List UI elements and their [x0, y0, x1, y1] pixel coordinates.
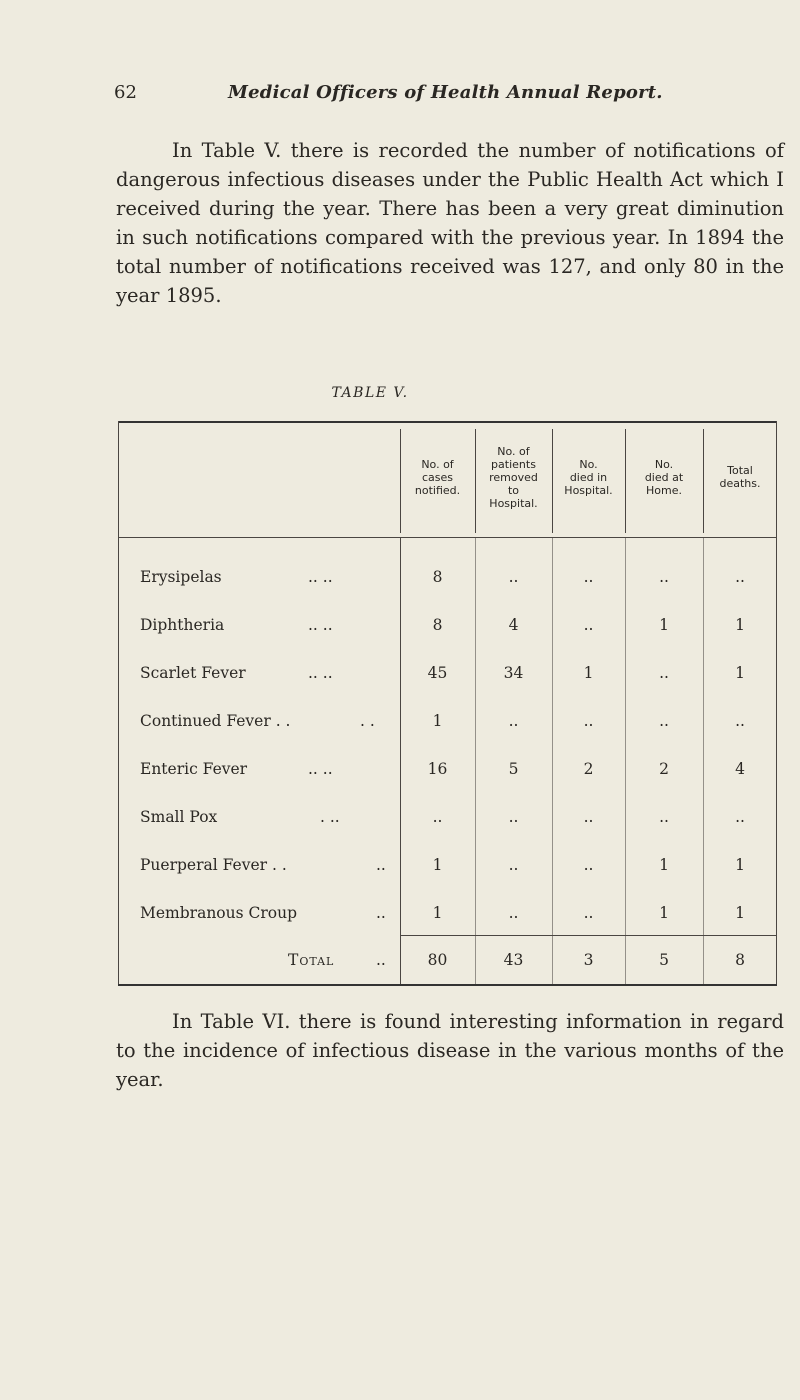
cell-removed-to-hospital: 43 — [503, 951, 524, 969]
cell-removed-to-hospital: .. — [508, 568, 519, 586]
table-row-membranous-croup — [118, 900, 777, 930]
table-row-puerperal-fever — [118, 852, 777, 882]
cell-died-at-home: .. — [659, 664, 669, 682]
cell-cases-notified: 1 — [432, 712, 443, 730]
table-row-erysipelas — [118, 564, 777, 594]
cell-died-in-hospital: 3 — [583, 951, 594, 969]
cell-cases-notified: 8 — [432, 616, 443, 634]
column-header-died-at-home: No. died at Home. — [644, 457, 684, 497]
column-header-cases-notified: No. of cases notified. — [414, 457, 461, 497]
cell-cases-notified: .. — [432, 808, 443, 826]
row-label: Enteric Fever — [140, 760, 248, 778]
paragraph-intro: In Table V. there is recorded the number of notifications of dangerous infectious diseases under the Public Health Act which I received during the year. There has been a very great diminution in such notifications compared with the previous year. In 1894 the total number of notifications received was 127, and only 80 in the year 1895. — [116, 139, 784, 307]
cell-died-at-home: 1 — [659, 856, 669, 874]
leader-dots: .. .. — [308, 616, 333, 634]
cell-died-in-hospital: .. — [583, 712, 594, 730]
cell-died-at-home: 2 — [659, 760, 669, 778]
cell-total-deaths: .. — [735, 808, 745, 826]
running-title: Medical Officers of Health Annual Report. — [228, 82, 663, 103]
row-label: Puerperal Fever . . — [140, 856, 287, 874]
table-row-scarlet-fever — [118, 660, 777, 690]
cell-total-deaths: 1 — [735, 664, 745, 682]
cell-total-deaths: .. — [735, 712, 745, 730]
cell-removed-to-hospital: .. — [508, 856, 519, 874]
cell-died-at-home: .. — [659, 568, 669, 586]
row-label: Erysipelas — [140, 568, 222, 586]
leader-dots: .. — [376, 856, 386, 874]
cell-died-at-home: 5 — [659, 951, 669, 969]
cell-cases-notified: 1 — [432, 856, 443, 874]
leader-dots: .. .. — [308, 664, 333, 682]
table-row-diphtheria — [118, 612, 777, 642]
cell-died-in-hospital: .. — [583, 904, 594, 922]
cell-removed-to-hospital: 34 — [503, 664, 524, 682]
cell-cases-notified: 1 — [432, 904, 443, 922]
cell-died-in-hospital: .. — [583, 568, 594, 586]
table-title-row — [0, 382, 800, 401]
cell-died-in-hospital: 2 — [583, 760, 594, 778]
cell-cases-notified: 45 — [427, 664, 448, 682]
cell-total-deaths: .. — [735, 568, 745, 586]
leader-dots: .. .. — [308, 760, 333, 778]
cell-removed-to-hospital: 4 — [508, 616, 519, 634]
cell-total-deaths: 4 — [735, 760, 745, 778]
cell-removed-to-hospital: .. — [508, 712, 519, 730]
cell-cases-notified: 16 — [427, 760, 448, 778]
table-row-small-pox — [118, 804, 777, 834]
leader-dots: .. — [376, 904, 386, 922]
total-rule — [400, 935, 777, 936]
table-bottom-rule — [118, 984, 777, 986]
column-header-removed-to-hospital: No. of patients removed to Hospital. — [489, 444, 538, 510]
table-row-total — [118, 947, 777, 977]
cell-died-in-hospital: 1 — [583, 664, 594, 682]
cell-total-deaths: 1 — [735, 616, 745, 634]
total-label: Total — [288, 951, 335, 969]
table-row-continued-fever — [118, 708, 777, 738]
table-title: TABLE V. — [331, 385, 409, 401]
cell-died-at-home: 1 — [659, 904, 669, 922]
cell-removed-to-hospital: .. — [508, 904, 519, 922]
leader-dots: .. .. — [308, 568, 333, 586]
cell-cases-notified: 80 — [427, 951, 448, 969]
cell-died-in-hospital: .. — [583, 616, 594, 634]
cell-died-at-home: .. — [659, 808, 669, 826]
column-header-total-deaths: Total deaths. — [719, 464, 761, 490]
table-row-enteric-fever — [118, 756, 777, 786]
cell-cases-notified: 8 — [432, 568, 443, 586]
cell-total-deaths: 8 — [735, 951, 745, 969]
cell-died-in-hospital: .. — [583, 808, 594, 826]
header-rule — [118, 537, 777, 538]
row-label: Small Pox — [140, 808, 218, 826]
column-header-died-in-hospital: No. died in Hospital. — [564, 457, 613, 497]
notifications-table — [118, 421, 777, 986]
cell-died-in-hospital: .. — [583, 856, 594, 874]
row-label: Diphtheria — [140, 616, 225, 634]
cell-removed-to-hospital: .. — [508, 808, 519, 826]
cell-total-deaths: 1 — [735, 904, 745, 922]
cell-died-at-home: 1 — [659, 616, 669, 634]
leader-dots: . .. — [320, 808, 340, 826]
cell-removed-to-hospital: 5 — [508, 760, 519, 778]
cell-total-deaths: 1 — [735, 856, 745, 874]
leader-dots: . . — [360, 712, 375, 730]
row-label: Membranous Croup — [140, 904, 297, 922]
leader-dots: .. — [376, 951, 386, 969]
row-label: Continued Fever . . — [140, 712, 291, 730]
paragraph-closing: In Table VI. there is found interesting information in regard to the incidence of infectious disease in the various months of the year. — [116, 1010, 784, 1091]
page-number: 62 — [114, 82, 137, 103]
row-label: Scarlet Fever — [140, 664, 246, 682]
cell-died-at-home: .. — [659, 712, 669, 730]
